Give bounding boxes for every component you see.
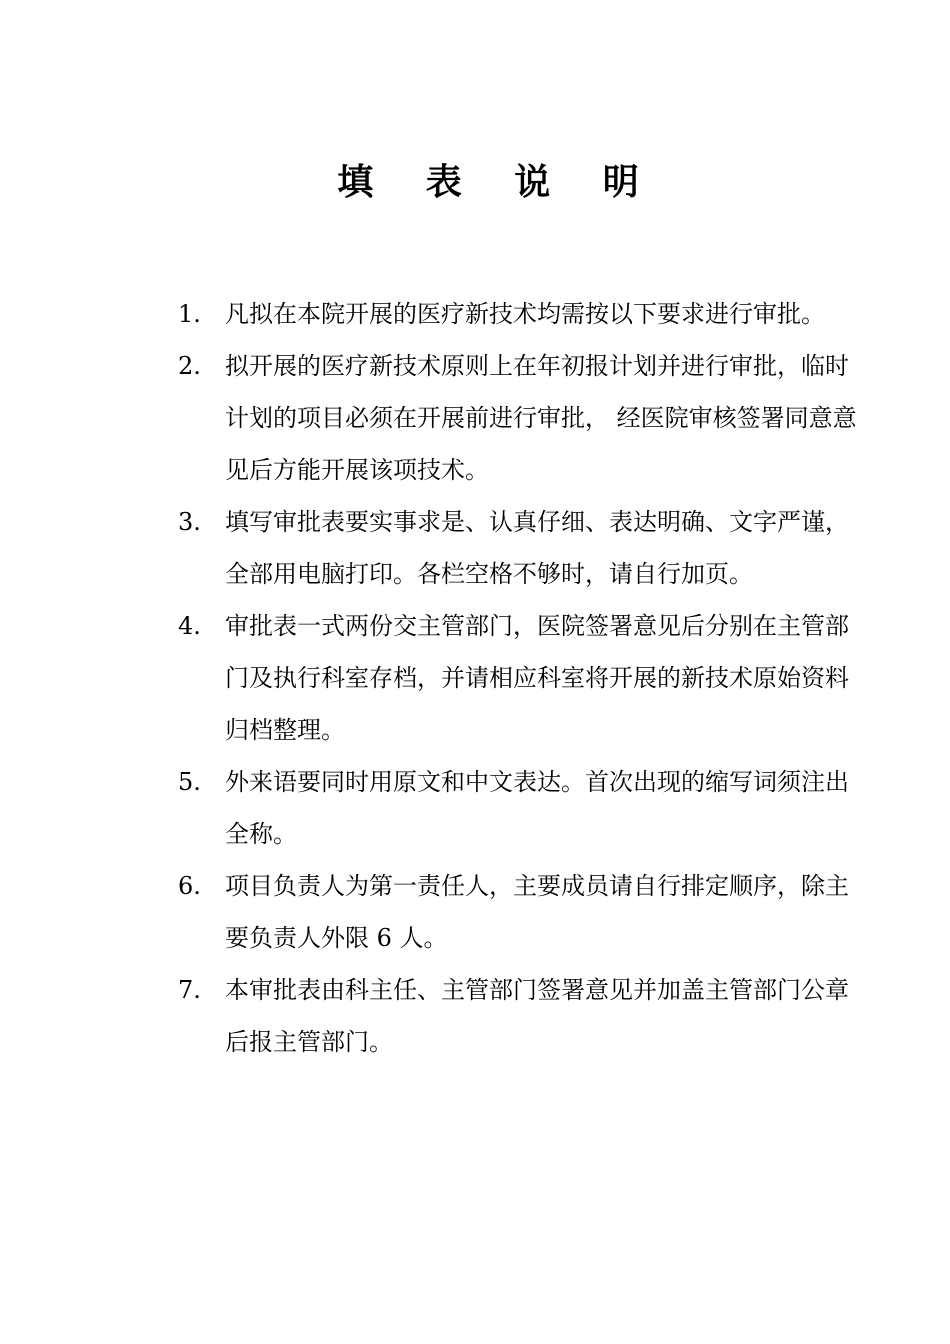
instruction-item-1 [178, 288, 858, 340]
item-text: 项目负责人为第一责任人，主要成员请自行排定顺序，除主要负责人外限 6 人。 [225, 872, 849, 952]
item-number: 6. [178, 872, 201, 900]
item-number: 5. [178, 768, 201, 796]
item-text: 审批表一式两份交主管部门，医院签署意见后分别在主管部门及执行科室存档，并请相应科室将开展的新技术原始资料归档整理。 [225, 612, 849, 744]
item-number: 1. [178, 300, 201, 328]
instruction-item-4 [178, 600, 858, 756]
instruction-item-5 [178, 756, 858, 860]
item-number: 7. [178, 976, 201, 1004]
instruction-item-2 [178, 340, 858, 496]
instruction-item-3 [178, 496, 858, 600]
instruction-list [178, 288, 858, 1068]
item-number: 4. [178, 612, 201, 640]
item-number: 2. [178, 352, 201, 380]
item-text: 拟开展的医疗新技术原则上在年初报计划并进行审批，临时计划的项目必须在开展前进行审批， 经医院审核签署同意意见后方能开展该项技术。 [225, 352, 857, 484]
instruction-item-6 [178, 860, 858, 964]
item-text: 本审批表由科主任、主管部门签署意见并加盖主管部门公章后报主管部门。 [225, 976, 849, 1056]
page-title: 填 表 说 明 [337, 161, 659, 204]
item-text: 填写审批表要实事求是、认真仔细、表达明确、文字严谨，全部用电脑打印。各栏空格不够时，请自行加页。 [225, 508, 849, 588]
item-text: 外来语要同时用原文和中文表达。首次出现的缩写词须注出全称。 [225, 768, 849, 848]
instruction-item-7 [178, 964, 858, 1068]
item-number: 3. [178, 508, 201, 536]
item-text: 凡拟在本院开展的医疗新技术均需按以下要求进行审批。 [225, 300, 825, 328]
